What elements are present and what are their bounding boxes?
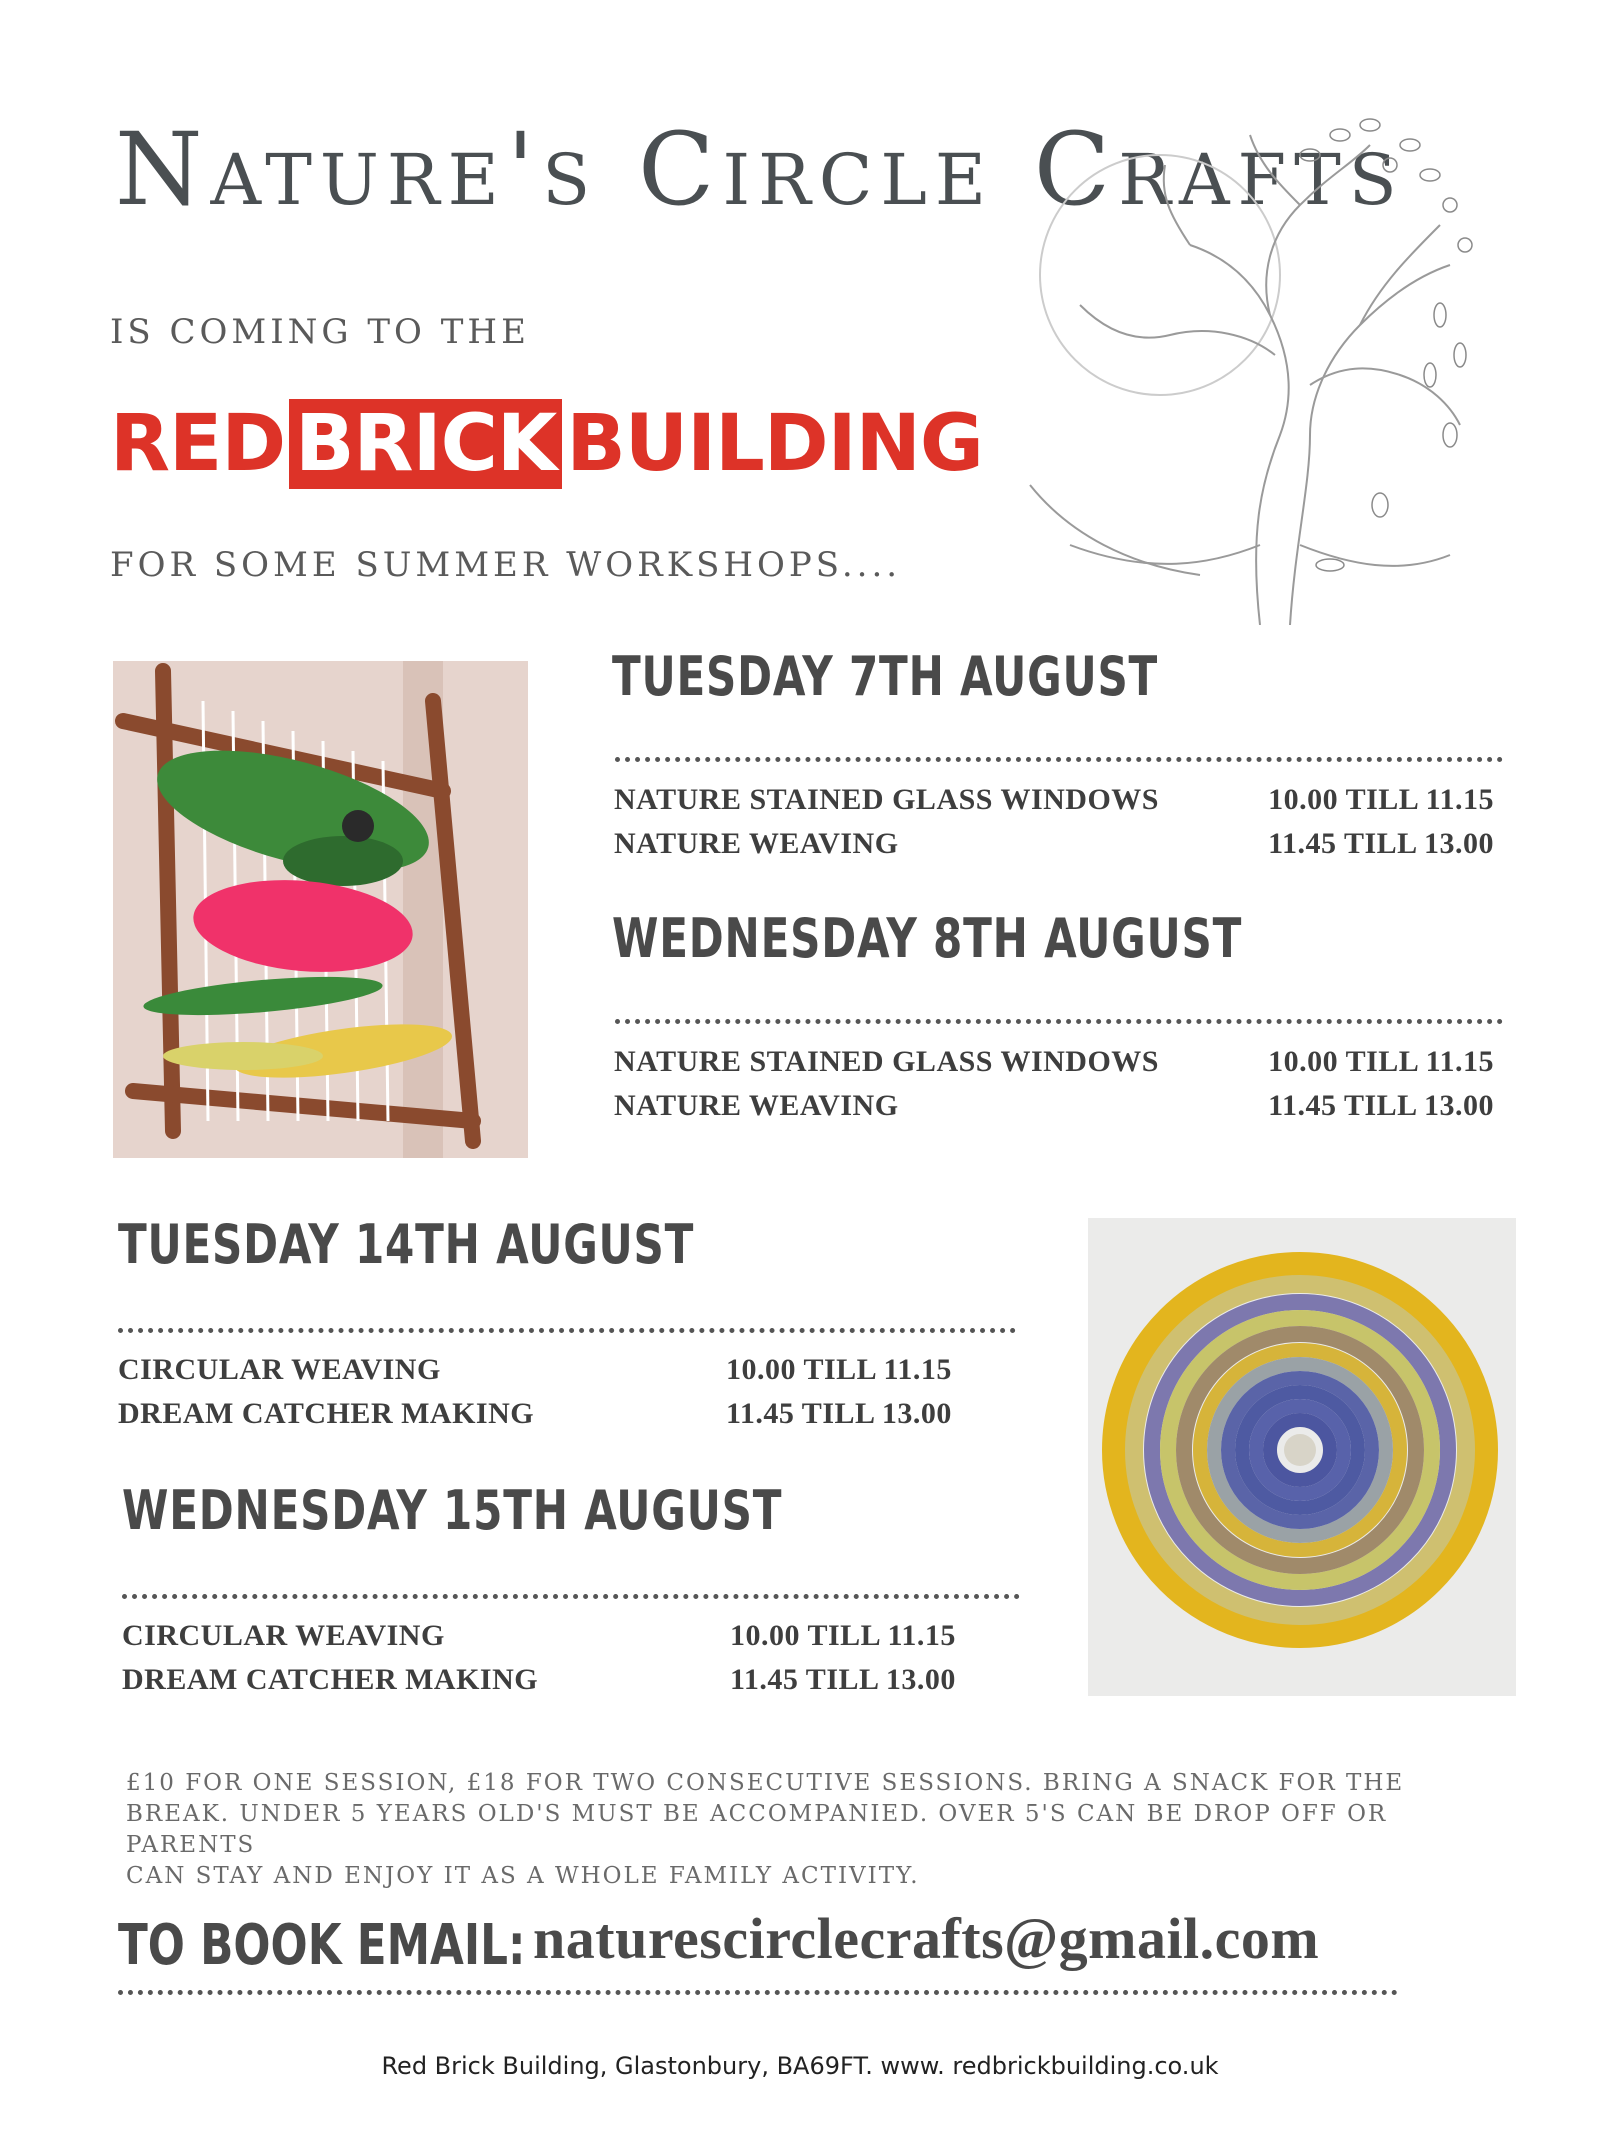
session-name: DREAM CATCHER MAKING	[118, 1397, 535, 1430]
venue-logo	[110, 399, 983, 489]
session-name: NATURE WEAVING	[614, 827, 899, 860]
venue-logo-part3: BUILDING	[566, 399, 983, 489]
session-list	[614, 1040, 1494, 1128]
info-line: £10 FOR ONE SESSION, £18 FOR TWO CONSECUTIVE SESSIONS. BRING A SNACK FOR THE	[126, 1770, 1405, 1796]
session-time: 11.45 TILL 13.00	[726, 1397, 952, 1430]
session-row	[122, 1658, 1002, 1702]
session-row	[118, 1348, 998, 1392]
day-heading: WEDNESDAY 15TH AUGUST	[122, 1479, 783, 1542]
booking-label: TO BOOK EMAIL:	[118, 1913, 526, 1978]
session-row	[614, 1040, 1494, 1084]
dotted-divider	[122, 1594, 1020, 1599]
session-row	[614, 778, 1494, 822]
page-title: Nature's Circle Crafts	[115, 111, 1405, 228]
tree-illustration	[1010, 105, 1490, 625]
venue-logo-part2: BRICK	[289, 399, 562, 489]
session-row	[614, 822, 1494, 866]
session-row	[118, 1392, 998, 1436]
dotted-divider	[615, 1019, 1503, 1024]
workshops-line: FOR SOME SUMMER WORKSHOPS....	[110, 545, 902, 585]
nature-weaving-photo	[113, 661, 528, 1158]
dotted-divider	[118, 1990, 1398, 1995]
session-time: 10.00 TILL 11.15	[1268, 783, 1494, 816]
session-time: 11.45 TILL 13.00	[730, 1663, 956, 1696]
session-time: 10.00 TILL 11.15	[730, 1619, 956, 1652]
session-list	[118, 1348, 998, 1436]
footer-address: Red Brick Building, Glastonbury, BA69FT. www. redbrickbuilding.co.uk	[381, 2052, 1219, 2080]
session-time: 11.45 TILL 13.00	[1268, 1089, 1494, 1122]
session-name: NATURE STAINED GLASS WINDOWS	[614, 783, 1159, 816]
session-row	[122, 1614, 1002, 1658]
session-list	[122, 1614, 1002, 1702]
day-heading: TUESDAY 14TH AUGUST	[118, 1213, 695, 1276]
day-heading: WEDNESDAY 8TH AUGUST	[612, 907, 1243, 970]
session-time: 10.00 TILL 11.15	[726, 1353, 952, 1386]
session-name: CIRCULAR WEAVING	[122, 1619, 445, 1652]
dotted-divider	[118, 1328, 1016, 1333]
session-name: CIRCULAR WEAVING	[118, 1353, 441, 1386]
pricing-info	[126, 1768, 1486, 1892]
venue-logo-part1: RED	[110, 399, 286, 489]
session-time: 11.45 TILL 13.00	[1268, 827, 1494, 860]
session-name: NATURE STAINED GLASS WINDOWS	[614, 1045, 1159, 1078]
session-time: 10.00 TILL 11.15	[1268, 1045, 1494, 1078]
info-line: BREAK. UNDER 5 YEARS OLD'S MUST BE ACCOMPANIED. OVER 5'S CAN BE DROP OFF OR PARENTS	[126, 1801, 1388, 1858]
booking-email-link[interactable]: naturescirclecrafts@gmail.com	[533, 1906, 1320, 1971]
info-line: CAN STAY AND ENJOY IT AS A WHOLE FAMILY ACTIVITY.	[126, 1863, 920, 1889]
circular-weaving-photo	[1088, 1218, 1516, 1696]
coming-line: IS COMING TO THE	[110, 312, 530, 352]
dotted-divider	[615, 757, 1503, 762]
day-heading: TUESDAY 7TH AUGUST	[612, 645, 1159, 708]
session-list	[614, 778, 1494, 866]
session-name: DREAM CATCHER MAKING	[122, 1663, 539, 1696]
session-row	[614, 1084, 1494, 1128]
session-name: NATURE WEAVING	[614, 1089, 899, 1122]
